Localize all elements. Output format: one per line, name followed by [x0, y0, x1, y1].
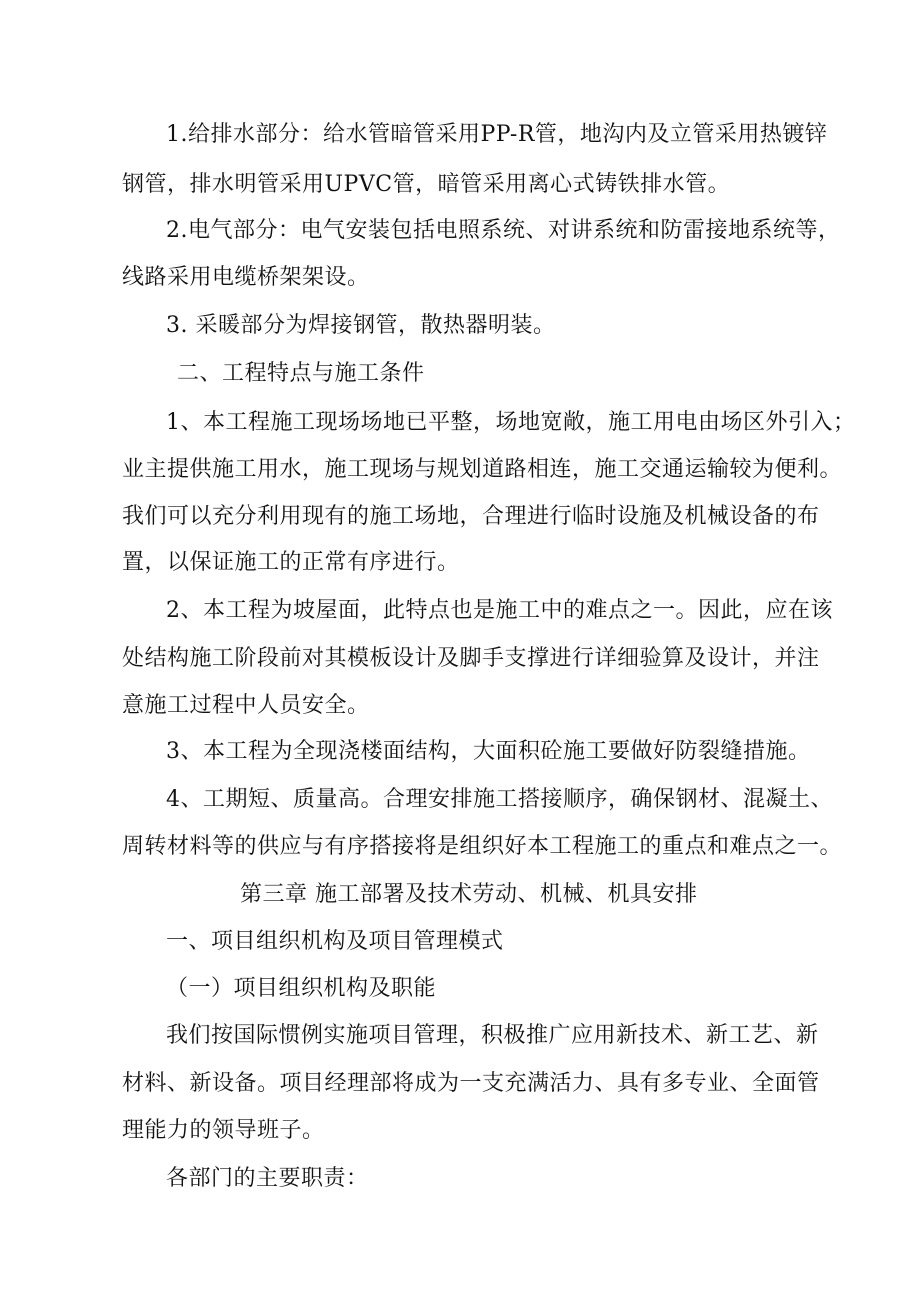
paragraph-line: 1、本工程施工现场场地已平整，场地宽敞，施工用电由场区外引入； — [166, 410, 856, 435]
paragraph-line: 3、本工程为全现浇楼面结构，大面积砼施工要做好防裂缝措施。 — [166, 739, 811, 764]
paragraph-line: 我们按国际惯例实施项目管理，积极推广应用新技术、新工艺、新 — [166, 1023, 819, 1048]
paragraph-line: 3. 采暖部分为焊接钢管，散热器明装。 — [166, 313, 556, 338]
chapter-heading: 第三章 施工部署及技术劳动、机械、机具安排 — [240, 882, 698, 907]
paragraph-line: 处结构施工阶段前对其模板设计及脚手支撑进行详细验算及设计，并注 — [122, 646, 820, 671]
section-heading: 一、项目组织机构及项目管理模式 — [166, 929, 504, 954]
paragraph-line: 理能力的领导班子。 — [122, 1118, 325, 1143]
paragraph-line: 各部门的主要职责： — [166, 1166, 369, 1191]
paragraph-line: 业主提供施工用水，施工现场与规划道路相连，施工交通运输较为便利。 — [122, 457, 843, 482]
paragraph-line: 置，以保证施工的正常有序进行。 — [122, 550, 460, 575]
subsection-heading: （一）项目组织机构及职能 — [166, 976, 437, 1001]
paragraph-line: 2.电气部分：电气安装包括电照系统、对讲系统和防雷接地系统等， — [166, 218, 841, 243]
paragraph-line: 周转材料等的供应与有序搭接将是组织好本工程施工的重点和难点之一。 — [122, 834, 843, 859]
paragraph-line: 我们可以充分利用现有的施工场地，合理进行临时设施及机械设备的布 — [122, 504, 820, 529]
paragraph-line: 钢管，排水明管采用UPVC管，暗管采用离心式铸铁排水管。 — [122, 172, 731, 197]
paragraph-line: 线路采用电缆桥架架设。 — [122, 265, 370, 290]
paragraph-line: 意施工过程中人员安全。 — [122, 693, 370, 718]
paragraph-line: 1.给排水部分：给水管暗管采用PP-R管，地沟内及立管采用热镀锌 — [166, 122, 828, 147]
paragraph-line: 4、工期短、质量高。合理安排施工搭接顺序，确保钢材、混凝土、 — [166, 787, 833, 812]
paragraph-line: 材料、新设备。项目经理部将成为一支充满活力、具有多专业、全面管 — [122, 1071, 820, 1096]
section-heading: 二、工程特点与施工条件 — [177, 361, 425, 386]
paragraph-line: 2、本工程为坡屋面，此特点也是施工中的难点之一。因此，应在该 — [166, 598, 833, 623]
